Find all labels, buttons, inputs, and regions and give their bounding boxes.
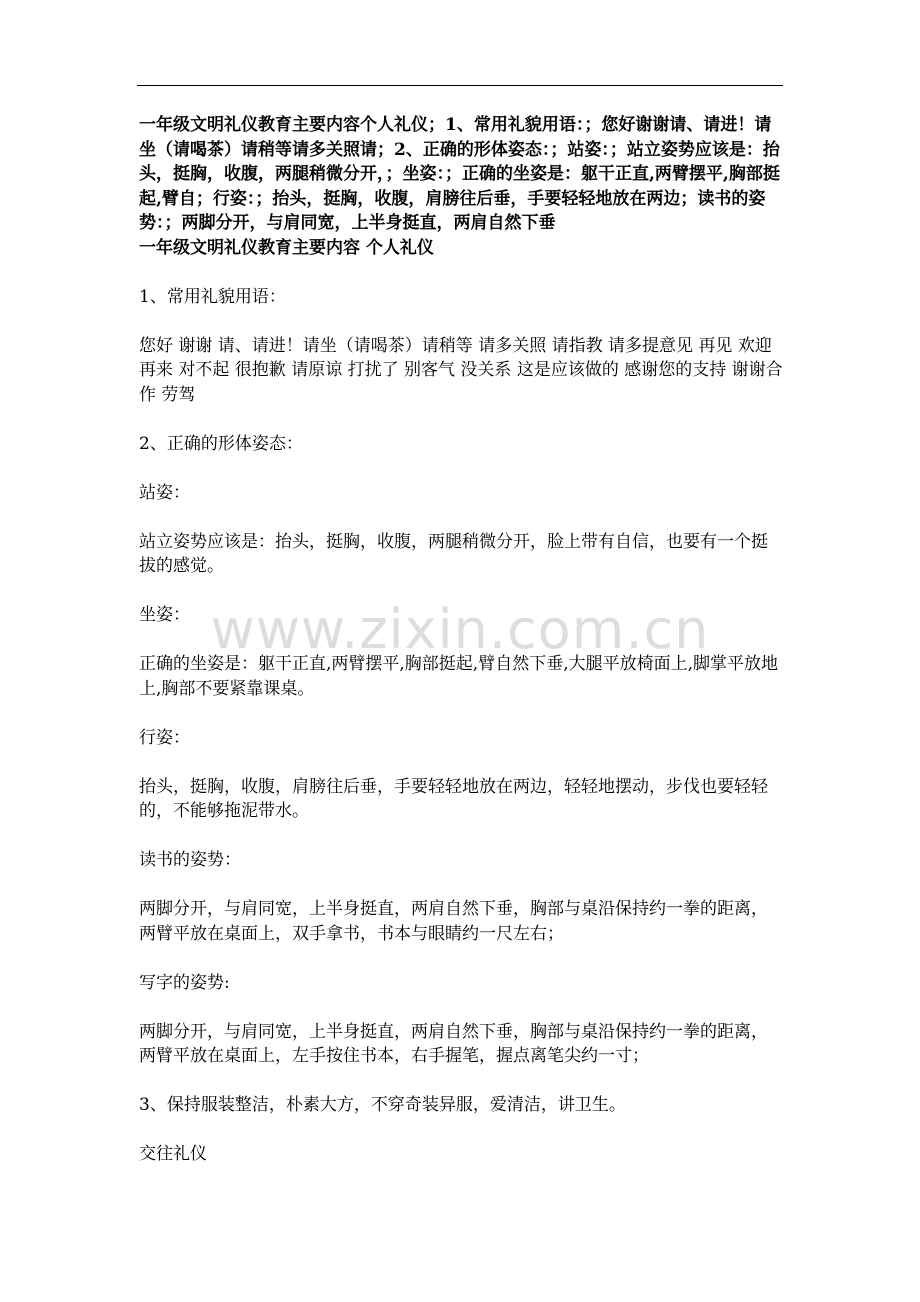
reading-posture-description: 两脚分开，与肩同宽，上半身挺直，两肩自然下垂，胸部与桌沿保持约一拳的距离，两臂平放在桌面上，双手拿书，书本与眼睛约一尺左右； [139, 899, 768, 944]
section-heading-clothing: 3、保持服装整洁，朴素大方，不穿奇装异服，爱清洁，讲卫生。 [139, 1095, 626, 1115]
standing-description: 站立姿势应该是：抬头，挺胸，收腹，两腿稍微分开，脸上带有自信，也要有一个挺拔的感觉。 [139, 531, 768, 576]
document-body [139, 113, 783, 1191]
sitting-description: 正确的坐姿是：躯干正直,两臂摆平,胸部挺起,臂自然下垂,大腿平放椅面上,脚掌平放地上,胸部不要紧靠课桌。 [139, 654, 779, 699]
document-title: 一年级文明礼仪教育主要内容 个人礼仪 [139, 237, 434, 258]
section-heading-social-etiquette: 交往礼仪 [139, 1144, 207, 1164]
watermark-text: www.zixin.com.cn [210, 598, 710, 661]
polite-phrases-list: 您好 谢谢 请、请进！请坐（请喝茶）请稍等 请多关照 请指教 请多提意见 再见 欢迎再来 对不起 很抱歉 请原谅 打扰了 别客气 没关系 这是应该做的 感谢您的支持 谢谢合作 劳驾 [139, 335, 783, 405]
header-rule [137, 85, 783, 86]
summary-paragraph: 一年级文明礼仪教育主要内容个人礼仪；1、常用礼貌用语：；您好谢谢请、请进！请坐（请喝茶）请稍等请多关照请；2、正确的形体姿态：；站姿：；站立姿势应该是：抬头，挺胸，收腹，两腿稍微分开，；坐姿：；正确的坐姿是：躯干正直,两臂摆平,胸部挺起,臂自；行姿：；抬头，挺胸，收腹，肩膀往后垂，手要轻轻地放在两边；读书的姿势：；两脚分开，与肩同宽，上半身挺直，两肩自然下垂 [139, 115, 780, 233]
subheading-standing: 站姿： [139, 482, 190, 503]
subheading-walking: 行姿： [139, 727, 190, 748]
section-heading-polite-phrases: 1、常用礼貌用语： [139, 286, 286, 307]
writing-posture-description: 两脚分开，与肩同宽，上半身挺直，两肩自然下垂，胸部与桌沿保持约一拳的距离，两臂平放在桌面上，左手按住书本，右手握笔，握点离笔尖约一寸； [139, 1021, 768, 1066]
walking-description: 抬头，挺胸，收腹，肩膀往后垂，手要轻轻地放在两边，轻轻地摆动，步伐也要轻轻的，不能够拖泥带水。 [139, 776, 768, 821]
subheading-sitting: 坐姿： [139, 605, 190, 625]
subheading-reading-posture: 读书的姿势： [139, 850, 241, 870]
subheading-writing-posture: 写字的姿势: [139, 972, 230, 993]
section-heading-posture: 2、正确的形体姿态： [139, 433, 303, 454]
